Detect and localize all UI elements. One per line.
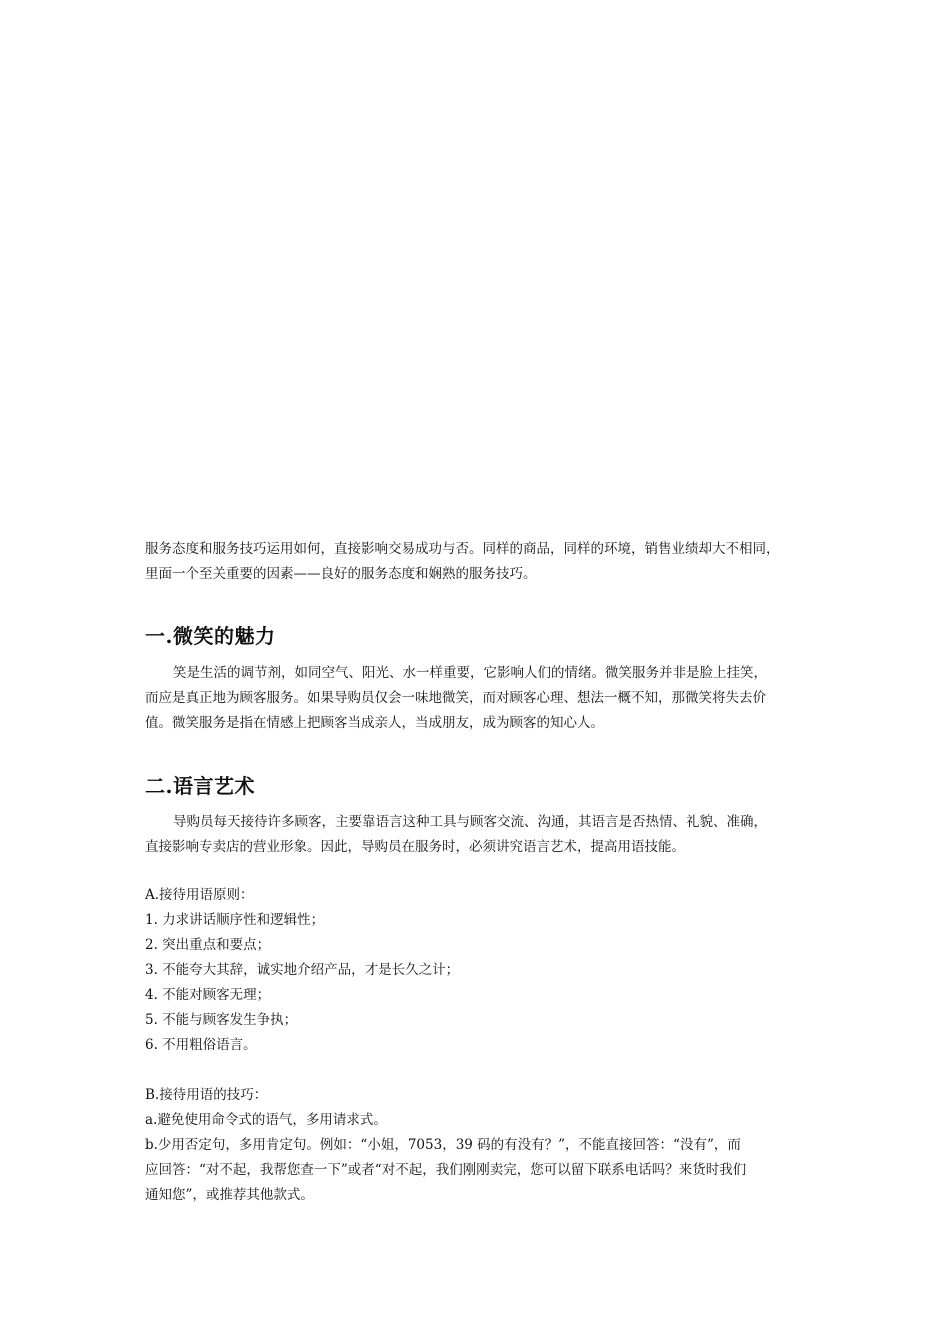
principle-item: 3. 不能夸大其辞，诚实地介绍产品，才是长久之计；	[145, 962, 460, 978]
section-1-heading-wrap	[145, 622, 810, 650]
principles-list	[145, 883, 810, 1058]
section-1-heading: 一.微笑的魅力	[145, 624, 276, 648]
principle-item: 4. 不能对顾客无理；	[145, 987, 271, 1003]
section-2-line-1: 导购员每天接待许多顾客，主要靠语言这种工具与顾客交流、沟通，其语言是否热情、礼貌、准确，	[173, 814, 767, 830]
intro-line-1: 服务态度和服务技巧运用如何，直接影响交易成功与否。同样的商品，同样的环境，销售业绩却大不相同，	[145, 541, 780, 557]
section-2-heading: 二.语言艺术	[145, 774, 255, 798]
principles-title: A.接待用语原则：	[145, 887, 254, 903]
section-1-line-2: 而应是真正地为顾客服务。如果导购员仅会一味地微笑，而对顾客心理、想法一概不知，那微笑将失去价	[145, 690, 766, 706]
section-1-line-3: 值。微笑服务是指在情感上把顾客当成亲人，当成朋友，成为顾客的知心人。	[145, 715, 604, 731]
intro-paragraph	[145, 537, 810, 587]
principle-item: 6. 不用粗俗语言。	[145, 1037, 257, 1053]
principle-item: 2. 突出重点和要点；	[145, 937, 271, 953]
technique-item-b-line-3: 通知您”，或推荐其他款式。	[145, 1187, 314, 1203]
section-1-paragraph	[145, 661, 810, 736]
section-1-line-1: 笑是生活的调节剂，如同空气、阳光、水一样重要，它影响人们的情绪。微笑服务并非是脸上挂笑，	[173, 665, 767, 681]
section-2-heading-wrap	[145, 772, 810, 800]
intro-line-2: 里面一个至关重要的因素——良好的服务态度和娴熟的服务技巧。	[145, 566, 537, 582]
principle-item: 1. 力求讲话顺序性和逻辑性；	[145, 912, 325, 928]
techniques-list	[145, 1083, 810, 1208]
technique-item-b-line-1: b.少用否定句，多用肯定句。例如：“小姐，7053，39 码的有没有？”，不能直接回答：“没有”，而	[145, 1137, 741, 1153]
section-2-paragraph	[145, 810, 810, 860]
techniques-title: B.接待用语的技巧：	[145, 1087, 268, 1103]
technique-item-a: a.避免使用命令式的语气，多用请求式。	[145, 1112, 387, 1128]
section-2-line-2: 直接影响专卖店的营业形象。因此，导购员在服务时，必须讲究语言艺术，提高用语技能。	[145, 839, 685, 855]
principle-item: 5. 不能与顾客发生争执；	[145, 1012, 298, 1028]
technique-item-b-line-2: 应回答：“对不起，我帮您查一下”或者“对不起，我们刚刚卖完，您可以留下联系电话吗？来货时我们	[145, 1162, 747, 1178]
